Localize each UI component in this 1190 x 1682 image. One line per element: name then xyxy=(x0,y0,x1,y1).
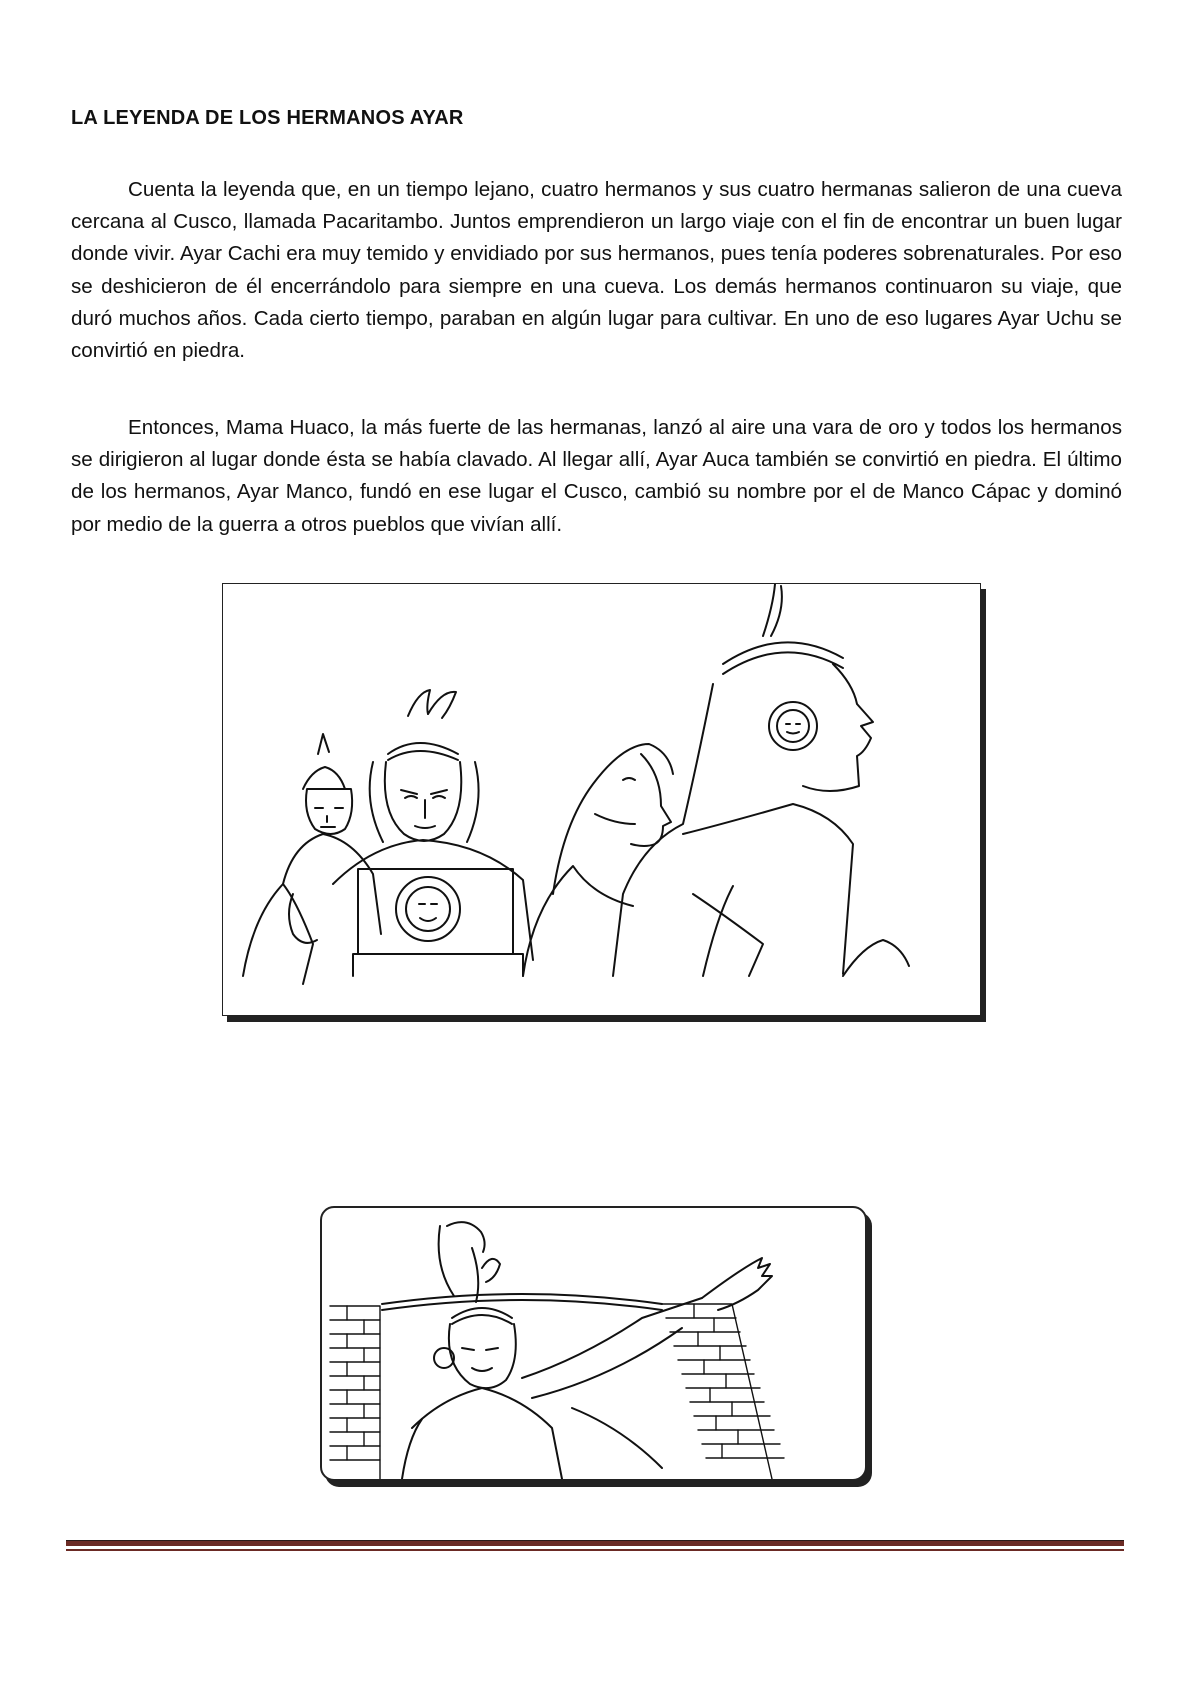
footer-rule-thin xyxy=(66,1549,1124,1551)
figure-center-sun xyxy=(333,690,533,976)
paragraph-2: Entonces, Mama Huaco, la más fuerte de las hermanas, lanzó al aire una vara de oro y todos los hermanos se dirigieron al lugar donde ésta se había clavado. Al llegar allí, Ayar Auca también se convirtió en piedra. El último de los hermanos, Ayar Manco, fundó en ese lugar el Cusco, cambió su nombre por el de Manco Cápac y dominó por medio de la guerra a otros pueblos que vivían allí. xyxy=(71,416,1122,536)
figure-small-left xyxy=(243,734,381,984)
illustration-golden-rod xyxy=(320,1206,867,1481)
footer-rule xyxy=(66,1540,1124,1546)
figure-manco-capac xyxy=(402,1222,772,1479)
paragraph-1: Cuenta la leyenda que, en un tiempo lejano, cuatro hermanos y sus cuatro hermanas salieron de una cueva cercana al Cusco, llamada Pacaritambo. Juntos emprendieron un largo viaje con el fin de encontrar un buen lugar donde vivir. Ayar Cachi era muy temido y envidiado por sus hermanos, pues tenía poderes sobrenaturales. Por eso se deshicieron de él encerrándolo para siempre en una cueva. Los demás hermanos continuaron su viaje, que duró muchos años. Cada cierto tiempo, paraban en algún lugar para cultivar. En uno de eso lugares Ayar Uchu se convirtió en piedra. xyxy=(71,178,1122,363)
brick-wall-left xyxy=(330,1306,380,1479)
page-title: LA LEYENDA DE LOS HERMANOS AYAR xyxy=(71,107,464,129)
figure-veiled-woman xyxy=(523,744,673,976)
illustration-ayar-siblings xyxy=(222,583,981,1016)
